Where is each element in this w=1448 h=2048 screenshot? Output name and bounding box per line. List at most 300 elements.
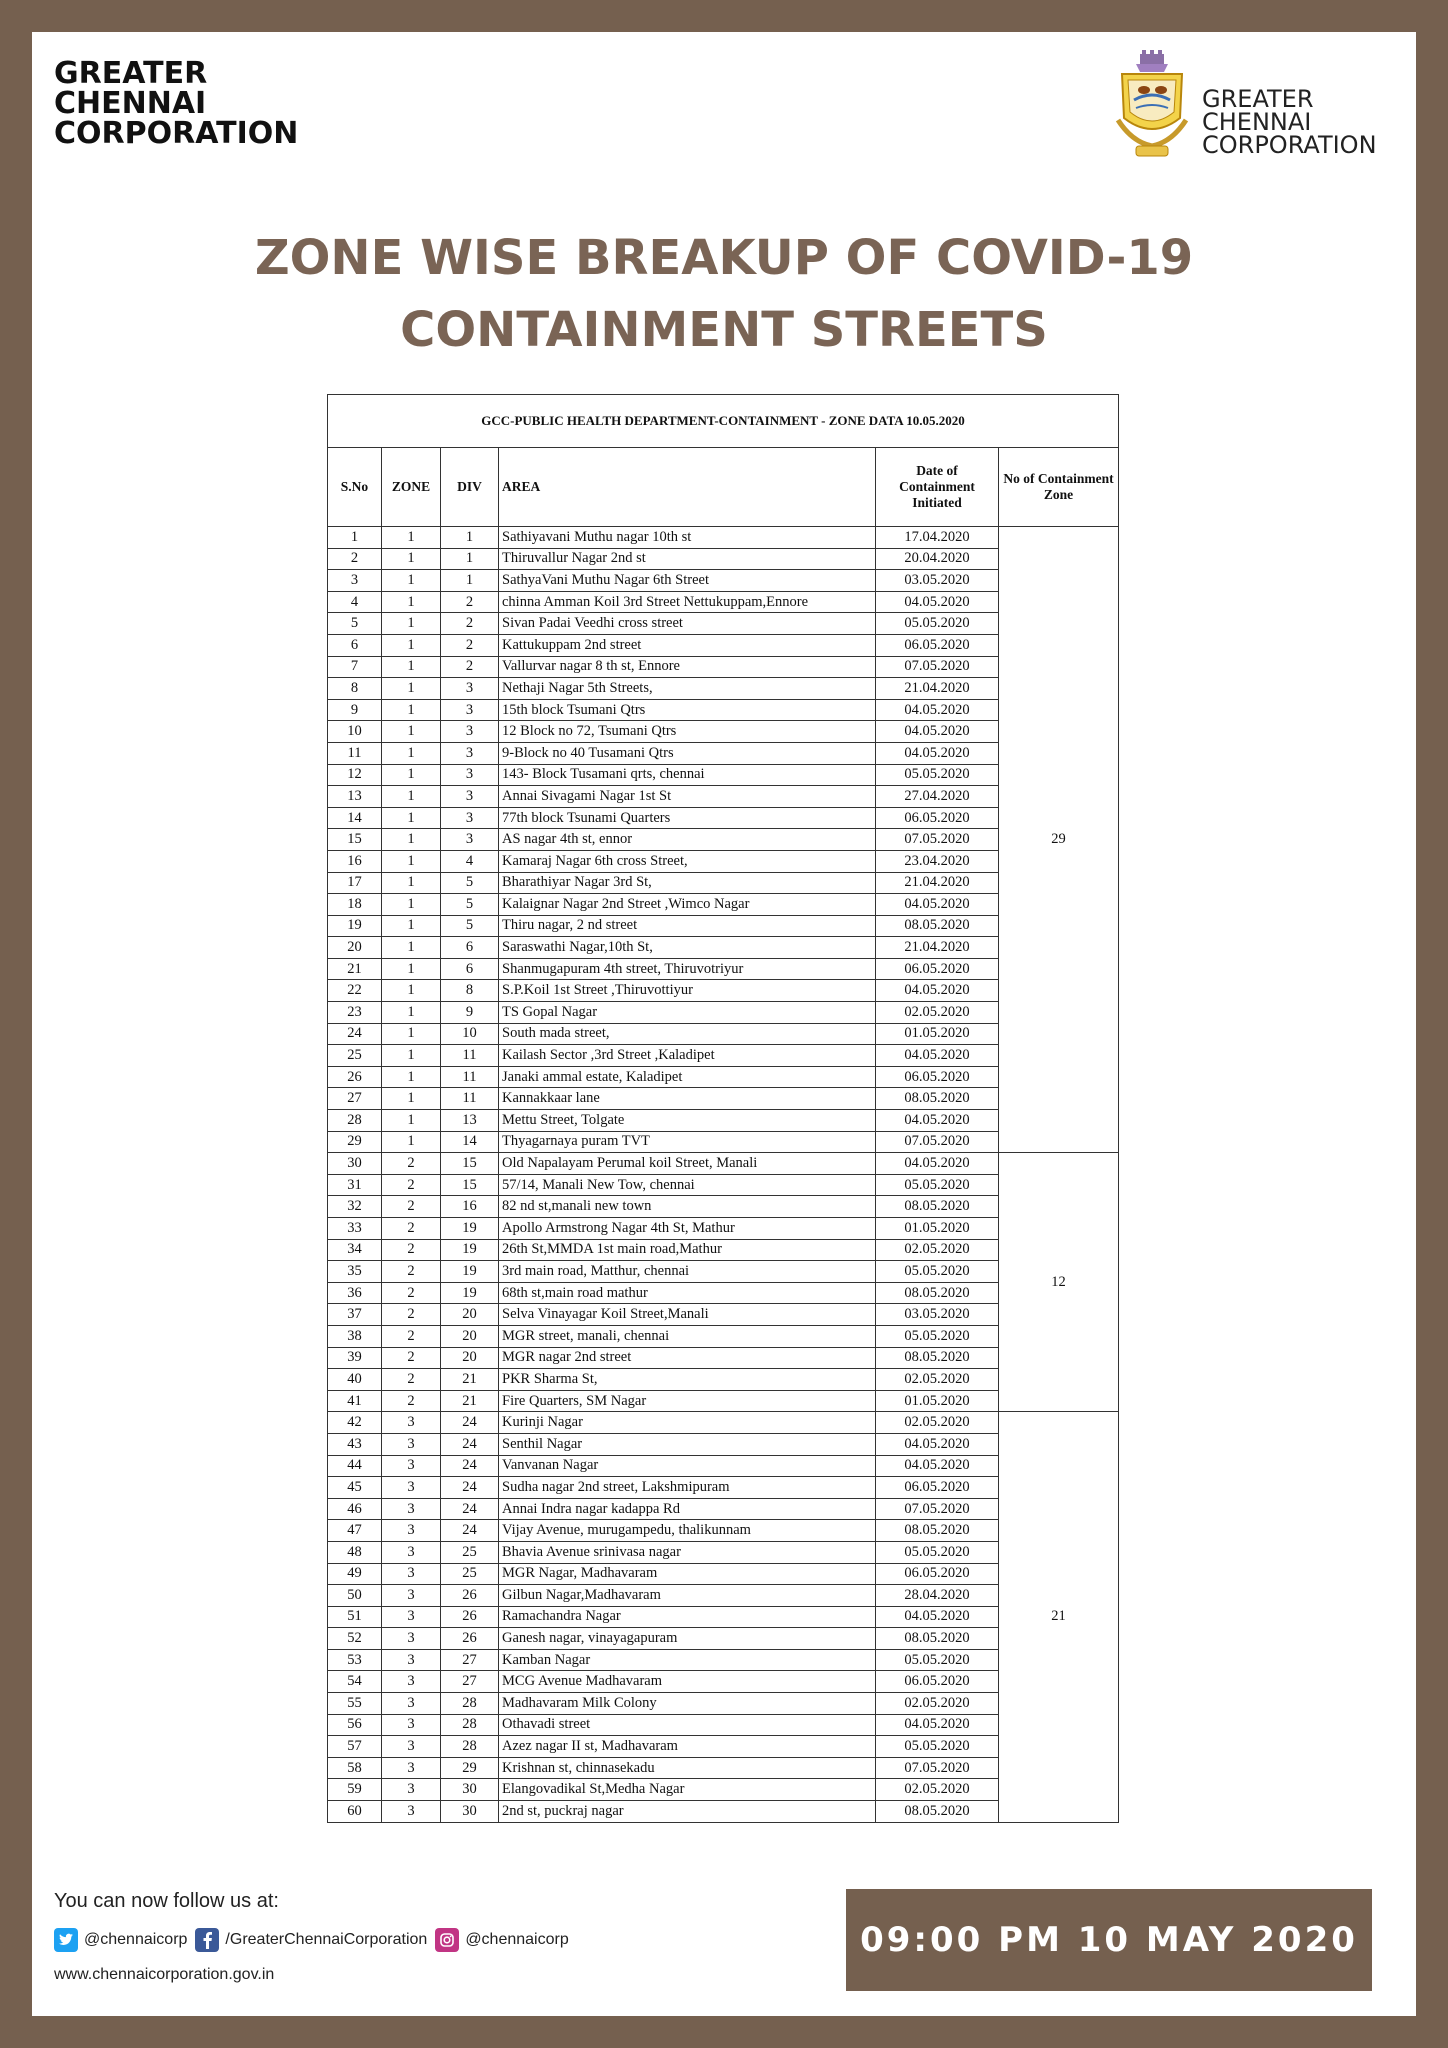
cell-sno: 7: [328, 656, 382, 678]
cell-area: Kurinji Nagar: [499, 1412, 876, 1434]
cell-date: 04.05.2020: [876, 1714, 999, 1736]
cell-sno: 37: [328, 1304, 382, 1326]
cell-div: 19: [441, 1218, 499, 1240]
cell-div: 3: [441, 807, 499, 829]
cell-sno: 26: [328, 1066, 382, 1088]
cell-sno: 34: [328, 1239, 382, 1261]
cell-zone: 3: [382, 1671, 441, 1693]
cell-sno: 49: [328, 1563, 382, 1585]
cell-zone: 3: [382, 1585, 441, 1607]
cell-div: 6: [441, 958, 499, 980]
cell-date: 02.05.2020: [876, 1239, 999, 1261]
cell-date: 04.05.2020: [876, 742, 999, 764]
cell-area: Ganesh nagar, vinayagapuram: [499, 1628, 876, 1650]
cell-div: 2: [441, 613, 499, 635]
cell-date: 27.04.2020: [876, 786, 999, 808]
cell-sno: 43: [328, 1433, 382, 1455]
cell-date: 05.05.2020: [876, 1261, 999, 1283]
cell-zone: 1: [382, 764, 441, 786]
cell-zone: 3: [382, 1477, 441, 1499]
instagram-link[interactable]: [435, 1928, 568, 1952]
cell-div: 24: [441, 1498, 499, 1520]
cell-zone: 3: [382, 1801, 441, 1823]
brand-logo-text: [54, 56, 299, 151]
cell-div: 15: [441, 1153, 499, 1175]
cell-area: Vanvanan Nagar: [499, 1455, 876, 1477]
cell-zone: 2: [382, 1325, 441, 1347]
title-line: ZONE WISE BREAKUP OF COVID-19: [254, 230, 1194, 286]
table-row: [328, 527, 1119, 549]
cell-area: Old Napalayam Perumal koil Street, Manali: [499, 1153, 876, 1175]
cell-zone: 2: [382, 1261, 441, 1283]
cell-zone: 1: [382, 699, 441, 721]
table-body: [328, 527, 1119, 1823]
cell-sno: 55: [328, 1693, 382, 1715]
cell-date: 06.05.2020: [876, 1477, 999, 1499]
follow-text: You can now follow us at:: [54, 1890, 279, 1912]
cell-zone: 3: [382, 1541, 441, 1563]
cell-area: Elangovadikal St,Medha Nagar: [499, 1779, 876, 1801]
cell-date: 06.05.2020: [876, 1563, 999, 1585]
cell-area: Kannakkaar lane: [499, 1088, 876, 1110]
cell-area: 143- Block Tusamani qrts, chennai: [499, 764, 876, 786]
cell-div: 28: [441, 1714, 499, 1736]
cell-zone: 3: [382, 1412, 441, 1434]
cell-sno: 3: [328, 570, 382, 592]
cell-div: 30: [441, 1801, 499, 1823]
cell-div: 26: [441, 1628, 499, 1650]
cell-sno: 38: [328, 1325, 382, 1347]
cell-date: 01.05.2020: [876, 1390, 999, 1412]
cell-area: Krishnan st, chinnasekadu: [499, 1757, 876, 1779]
cell-sno: 50: [328, 1585, 382, 1607]
cell-date: 03.05.2020: [876, 1304, 999, 1326]
brand-right-text: [1202, 85, 1377, 159]
cell-div: 16: [441, 1196, 499, 1218]
cell-zone: 1: [382, 1110, 441, 1132]
cell-date: 04.05.2020: [876, 699, 999, 721]
page-title: [32, 222, 1416, 366]
cell-area: Gilbun Nagar,Madhavaram: [499, 1585, 876, 1607]
cell-zone: 1: [382, 937, 441, 959]
cell-date: 04.05.2020: [876, 894, 999, 916]
cell-div: 20: [441, 1347, 499, 1369]
cell-area: Annai Sivagami Nagar 1st St: [499, 786, 876, 808]
cell-div: 1: [441, 527, 499, 549]
cell-div: 24: [441, 1520, 499, 1542]
cell-zone: 2: [382, 1153, 441, 1175]
cell-zone: 1: [382, 894, 441, 916]
cell-zone: 1: [382, 1066, 441, 1088]
containment-table: [327, 394, 1119, 1823]
cell-zone: 2: [382, 1282, 441, 1304]
cell-sno: 8: [328, 678, 382, 700]
cell-zone: 3: [382, 1649, 441, 1671]
cell-zone: 1: [382, 613, 441, 635]
cell-div: 10: [441, 1023, 499, 1045]
cell-area: TS Gopal Nagar: [499, 1002, 876, 1024]
cell-sno: 13: [328, 786, 382, 808]
cell-date: 20.04.2020: [876, 548, 999, 570]
cell-div: 27: [441, 1671, 499, 1693]
cell-zone: 1: [382, 1088, 441, 1110]
cell-zone: 1: [382, 570, 441, 592]
cell-sno: 25: [328, 1045, 382, 1067]
twitter-link[interactable]: [54, 1928, 187, 1952]
cell-area: 3rd main road, Matthur, chennai: [499, 1261, 876, 1283]
cell-zone: 1: [382, 527, 441, 549]
cell-sno: 40: [328, 1369, 382, 1391]
cell-area: 15th block Tsumani Qtrs: [499, 699, 876, 721]
cell-date: 06.05.2020: [876, 958, 999, 980]
cell-div: 2: [441, 591, 499, 613]
cell-div: 20: [441, 1325, 499, 1347]
cell-date: 08.05.2020: [876, 1088, 999, 1110]
cell-zone: 1: [382, 742, 441, 764]
cell-zone: 1: [382, 1023, 441, 1045]
cell-sno: 17: [328, 872, 382, 894]
cell-zone: 1: [382, 872, 441, 894]
cell-date: 05.05.2020: [876, 1649, 999, 1671]
cell-date: 04.05.2020: [876, 1455, 999, 1477]
cell-div: 9: [441, 1002, 499, 1024]
cell-div: 1: [441, 548, 499, 570]
cell-date: 08.05.2020: [876, 1520, 999, 1542]
cell-zone: 1: [382, 548, 441, 570]
cell-date: 05.05.2020: [876, 613, 999, 635]
cell-area: Thiruvallur Nagar 2nd st: [499, 548, 876, 570]
cell-date: 07.05.2020: [876, 1498, 999, 1520]
cell-div: 28: [441, 1693, 499, 1715]
cell-zone: 1: [382, 980, 441, 1002]
cell-zone: 3: [382, 1433, 441, 1455]
cell-sno: 46: [328, 1498, 382, 1520]
cell-div: 26: [441, 1585, 499, 1607]
cell-area: Nethaji Nagar 5th Streets,: [499, 678, 876, 700]
cell-zone: 3: [382, 1757, 441, 1779]
timestamp-banner: 09:00 PM 10 MAY 2020: [846, 1889, 1372, 1991]
cell-date: 04.05.2020: [876, 591, 999, 613]
cell-date: 04.05.2020: [876, 1045, 999, 1067]
cell-zone: 3: [382, 1693, 441, 1715]
brand-line: GREATER: [54, 56, 208, 91]
cell-sno: 9: [328, 699, 382, 721]
cell-area: Kailash Sector ,3rd Street ,Kaladipet: [499, 1045, 876, 1067]
cell-sno: 45: [328, 1477, 382, 1499]
cell-zone: 1: [382, 721, 441, 743]
cell-div: 24: [441, 1455, 499, 1477]
facebook-icon: [195, 1928, 219, 1952]
header-div: DIV: [441, 448, 499, 527]
cell-area: 57/14, Manali New Tow, chennai: [499, 1174, 876, 1196]
cell-div: 13: [441, 1110, 499, 1132]
cell-zone: 3: [382, 1606, 441, 1628]
cell-sno: 36: [328, 1282, 382, 1304]
cell-div: 30: [441, 1779, 499, 1801]
cell-sno: 54: [328, 1671, 382, 1693]
cell-zone-count: 12: [999, 1153, 1119, 1412]
cell-sno: 5: [328, 613, 382, 635]
facebook-handle: /GreaterChennaiCorporation: [225, 1931, 428, 1948]
cell-zone: 2: [382, 1196, 441, 1218]
cell-zone: 1: [382, 915, 441, 937]
cell-div: 1: [441, 570, 499, 592]
cell-div: 5: [441, 872, 499, 894]
cell-date: 17.04.2020: [876, 527, 999, 549]
cell-div: 24: [441, 1477, 499, 1499]
cell-date: 06.05.2020: [876, 807, 999, 829]
cell-zone: 3: [382, 1520, 441, 1542]
cell-zone: 1: [382, 1045, 441, 1067]
cell-date: 01.05.2020: [876, 1218, 999, 1240]
cell-zone: 1: [382, 786, 441, 808]
cell-area: 9-Block no 40 Tusamani Qtrs: [499, 742, 876, 764]
twitter-handle: @chennaicorp: [84, 1931, 188, 1948]
cell-area: 26th St,MMDA 1st main road,Mathur: [499, 1239, 876, 1261]
cell-area: Sudha nagar 2nd street, Lakshmipuram: [499, 1477, 876, 1499]
cell-sno: 29: [328, 1131, 382, 1153]
cell-sno: 51: [328, 1606, 382, 1628]
cell-zone: 3: [382, 1455, 441, 1477]
cell-zone: 3: [382, 1563, 441, 1585]
cell-zone: 1: [382, 656, 441, 678]
cell-date: 08.05.2020: [876, 1282, 999, 1304]
cell-sno: 39: [328, 1347, 382, 1369]
cell-sno: 2: [328, 548, 382, 570]
cell-area: Selva Vinayagar Koil Street,Manali: [499, 1304, 876, 1326]
cell-area: Ramachandra Nagar: [499, 1606, 876, 1628]
cell-div: 5: [441, 894, 499, 916]
cell-zone: 1: [382, 850, 441, 872]
cell-area: Kamaraj Nagar 6th cross Street,: [499, 850, 876, 872]
cell-div: 3: [441, 699, 499, 721]
cell-sno: 31: [328, 1174, 382, 1196]
website-link[interactable]: www.chennaicorporation.gov.in: [54, 1966, 275, 1983]
header-zone: ZONE: [382, 448, 441, 527]
cell-sno: 35: [328, 1261, 382, 1283]
cell-sno: 53: [328, 1649, 382, 1671]
cell-div: 11: [441, 1045, 499, 1067]
cell-div: 3: [441, 678, 499, 700]
cell-area: 77th block Tsunami Quarters: [499, 807, 876, 829]
cell-div: 24: [441, 1433, 499, 1455]
cell-date: 04.05.2020: [876, 1433, 999, 1455]
cell-sno: 1: [328, 527, 382, 549]
instagram-icon: [435, 1928, 459, 1952]
cell-sno: 11: [328, 742, 382, 764]
header-sno: S.No: [328, 448, 382, 527]
cell-date: 02.05.2020: [876, 1693, 999, 1715]
cell-date: 07.05.2020: [876, 1757, 999, 1779]
title-line: CONTAINMENT STREETS: [400, 302, 1048, 358]
header-area: AREA: [499, 448, 876, 527]
cell-area: Madhavaram Milk Colony: [499, 1693, 876, 1715]
cell-div: 21: [441, 1390, 499, 1412]
cell-date: 08.05.2020: [876, 915, 999, 937]
cell-sno: 42: [328, 1412, 382, 1434]
cell-area: Kalaignar Nagar 2nd Street ,Wimco Nagar: [499, 894, 876, 916]
cell-sno: 28: [328, 1110, 382, 1132]
cell-div: 8: [441, 980, 499, 1002]
cell-zone: 1: [382, 829, 441, 851]
cell-area: Sathiyavani Muthu nagar 10th st: [499, 527, 876, 549]
cell-area: Othavadi street: [499, 1714, 876, 1736]
cell-date: 04.05.2020: [876, 980, 999, 1002]
cell-date: 07.05.2020: [876, 829, 999, 851]
cell-date: 28.04.2020: [876, 1585, 999, 1607]
cell-zone: 3: [382, 1714, 441, 1736]
brand-seal-logo: [1112, 50, 1402, 160]
cell-date: 05.05.2020: [876, 1325, 999, 1347]
cell-area: 2nd st, puckraj nagar: [499, 1801, 876, 1823]
cell-date: 21.04.2020: [876, 872, 999, 894]
cell-date: 03.05.2020: [876, 570, 999, 592]
cell-sno: 33: [328, 1218, 382, 1240]
cell-area: Annai Indra nagar kadappa Rd: [499, 1498, 876, 1520]
cell-zone: 2: [382, 1304, 441, 1326]
cell-area: Shanmugapuram 4th street, Thiruvotriyur: [499, 958, 876, 980]
cell-area: MGR nagar 2nd street: [499, 1347, 876, 1369]
cell-zone: 2: [382, 1390, 441, 1412]
cell-date: 08.05.2020: [876, 1347, 999, 1369]
social-links: [54, 1927, 577, 1953]
cell-sno: 57: [328, 1736, 382, 1758]
cell-sno: 20: [328, 937, 382, 959]
corporation-seal-icon: [1112, 50, 1192, 160]
cell-zone-count: 21: [999, 1412, 1119, 1822]
cell-date: 06.05.2020: [876, 634, 999, 656]
cell-zone: 2: [382, 1174, 441, 1196]
cell-date: 05.05.2020: [876, 1736, 999, 1758]
cell-sno: 12: [328, 764, 382, 786]
cell-zone: 3: [382, 1498, 441, 1520]
cell-zone: 2: [382, 1369, 441, 1391]
cell-area: MGR Nagar, Madhavaram: [499, 1563, 876, 1585]
cell-div: 11: [441, 1066, 499, 1088]
cell-area: MCG Avenue Madhavaram: [499, 1671, 876, 1693]
cell-div: 25: [441, 1563, 499, 1585]
instagram-handle: @chennaicorp: [465, 1931, 569, 1948]
cell-div: 20: [441, 1304, 499, 1326]
cell-zone: 2: [382, 1239, 441, 1261]
cell-date: 02.05.2020: [876, 1779, 999, 1801]
cell-div: 19: [441, 1239, 499, 1261]
cell-date: 06.05.2020: [876, 1066, 999, 1088]
brand-line: CORPORATION: [54, 116, 299, 151]
cell-area: Fire Quarters, SM Nagar: [499, 1390, 876, 1412]
facebook-link[interactable]: [195, 1928, 427, 1952]
cell-date: 05.05.2020: [876, 764, 999, 786]
cell-date: 04.05.2020: [876, 1606, 999, 1628]
cell-div: 26: [441, 1606, 499, 1628]
cell-zone: 1: [382, 1131, 441, 1153]
table-caption: GCC-PUBLIC HEALTH DEPARTMENT-CONTAINMENT - ZONE DATA 10.05.2020: [328, 395, 1119, 448]
cell-sno: 18: [328, 894, 382, 916]
cell-sno: 52: [328, 1628, 382, 1650]
cell-date: 08.05.2020: [876, 1196, 999, 1218]
cell-sno: 15: [328, 829, 382, 851]
cell-sno: 24: [328, 1023, 382, 1045]
cell-div: 27: [441, 1649, 499, 1671]
cell-div: 2: [441, 634, 499, 656]
cell-zone: 3: [382, 1779, 441, 1801]
cell-area: MGR street, manali, chennai: [499, 1325, 876, 1347]
cell-zone: 3: [382, 1628, 441, 1650]
cell-sno: 47: [328, 1520, 382, 1542]
cell-area: Vallurvar nagar 8 th st, Ennore: [499, 656, 876, 678]
containment-table-wrap: [327, 394, 1119, 1823]
cell-sno: 60: [328, 1801, 382, 1823]
cell-div: 15: [441, 1174, 499, 1196]
cell-div: 11: [441, 1088, 499, 1110]
cell-date: 02.05.2020: [876, 1369, 999, 1391]
brand-line: GREATER: [1202, 85, 1314, 113]
cell-zone: 2: [382, 1347, 441, 1369]
cell-sno: 58: [328, 1757, 382, 1779]
cell-zone: 1: [382, 807, 441, 829]
cell-date: 08.05.2020: [876, 1801, 999, 1823]
cell-area: S.P.Koil 1st Street ,Thiruvottiyur: [499, 980, 876, 1002]
cell-area: chinna Amman Koil 3rd Street Nettukuppam,Ennore: [499, 591, 876, 613]
cell-area: Apollo Armstrong Nagar 4th St, Mathur: [499, 1218, 876, 1240]
header-count: No of Containment Zone: [999, 448, 1119, 527]
cell-sno: 6: [328, 634, 382, 656]
cell-area: Saraswathi Nagar,10th St,: [499, 937, 876, 959]
cell-div: 3: [441, 721, 499, 743]
cell-area: Thiru nagar, 2 nd street: [499, 915, 876, 937]
table-row: [328, 1412, 1119, 1434]
table-row: [328, 1153, 1119, 1175]
cell-area: Vijay Avenue, murugampedu, thalikunnam: [499, 1520, 876, 1542]
cell-area: Azez nagar II st, Madhavaram: [499, 1736, 876, 1758]
cell-div: 5: [441, 915, 499, 937]
page: [32, 32, 1416, 2016]
cell-date: 23.04.2020: [876, 850, 999, 872]
cell-div: 19: [441, 1261, 499, 1283]
cell-div: 2: [441, 656, 499, 678]
header-date: Date of Containment Initiated: [876, 448, 999, 527]
cell-div: 6: [441, 937, 499, 959]
cell-div: 3: [441, 829, 499, 851]
cell-date: 04.05.2020: [876, 721, 999, 743]
cell-area: Bhavia Avenue srinivasa nagar: [499, 1541, 876, 1563]
cell-sno: 30: [328, 1153, 382, 1175]
cell-sno: 19: [328, 915, 382, 937]
cell-zone: 1: [382, 958, 441, 980]
cell-date: 21.04.2020: [876, 678, 999, 700]
cell-zone: 3: [382, 1736, 441, 1758]
cell-sno: 10: [328, 721, 382, 743]
cell-div: 29: [441, 1757, 499, 1779]
cell-area: Sivan Padai Veedhi cross street: [499, 613, 876, 635]
cell-area: Bharathiyar Nagar 3rd St,: [499, 872, 876, 894]
twitter-icon: [54, 1928, 78, 1952]
brand-line: CORPORATION: [1202, 131, 1377, 159]
cell-sno: 21: [328, 958, 382, 980]
cell-area: 82 nd st,manali new town: [499, 1196, 876, 1218]
cell-area: SathyaVani Muthu Nagar 6th Street: [499, 570, 876, 592]
cell-date: 06.05.2020: [876, 1671, 999, 1693]
cell-area: AS nagar 4th st, ennor: [499, 829, 876, 851]
cell-div: 14: [441, 1131, 499, 1153]
cell-sno: 16: [328, 850, 382, 872]
cell-sno: 32: [328, 1196, 382, 1218]
cell-area: Janaki ammal estate, Kaladipet: [499, 1066, 876, 1088]
cell-sno: 23: [328, 1002, 382, 1024]
cell-date: 05.05.2020: [876, 1541, 999, 1563]
cell-sno: 14: [328, 807, 382, 829]
cell-date: 02.05.2020: [876, 1412, 999, 1434]
